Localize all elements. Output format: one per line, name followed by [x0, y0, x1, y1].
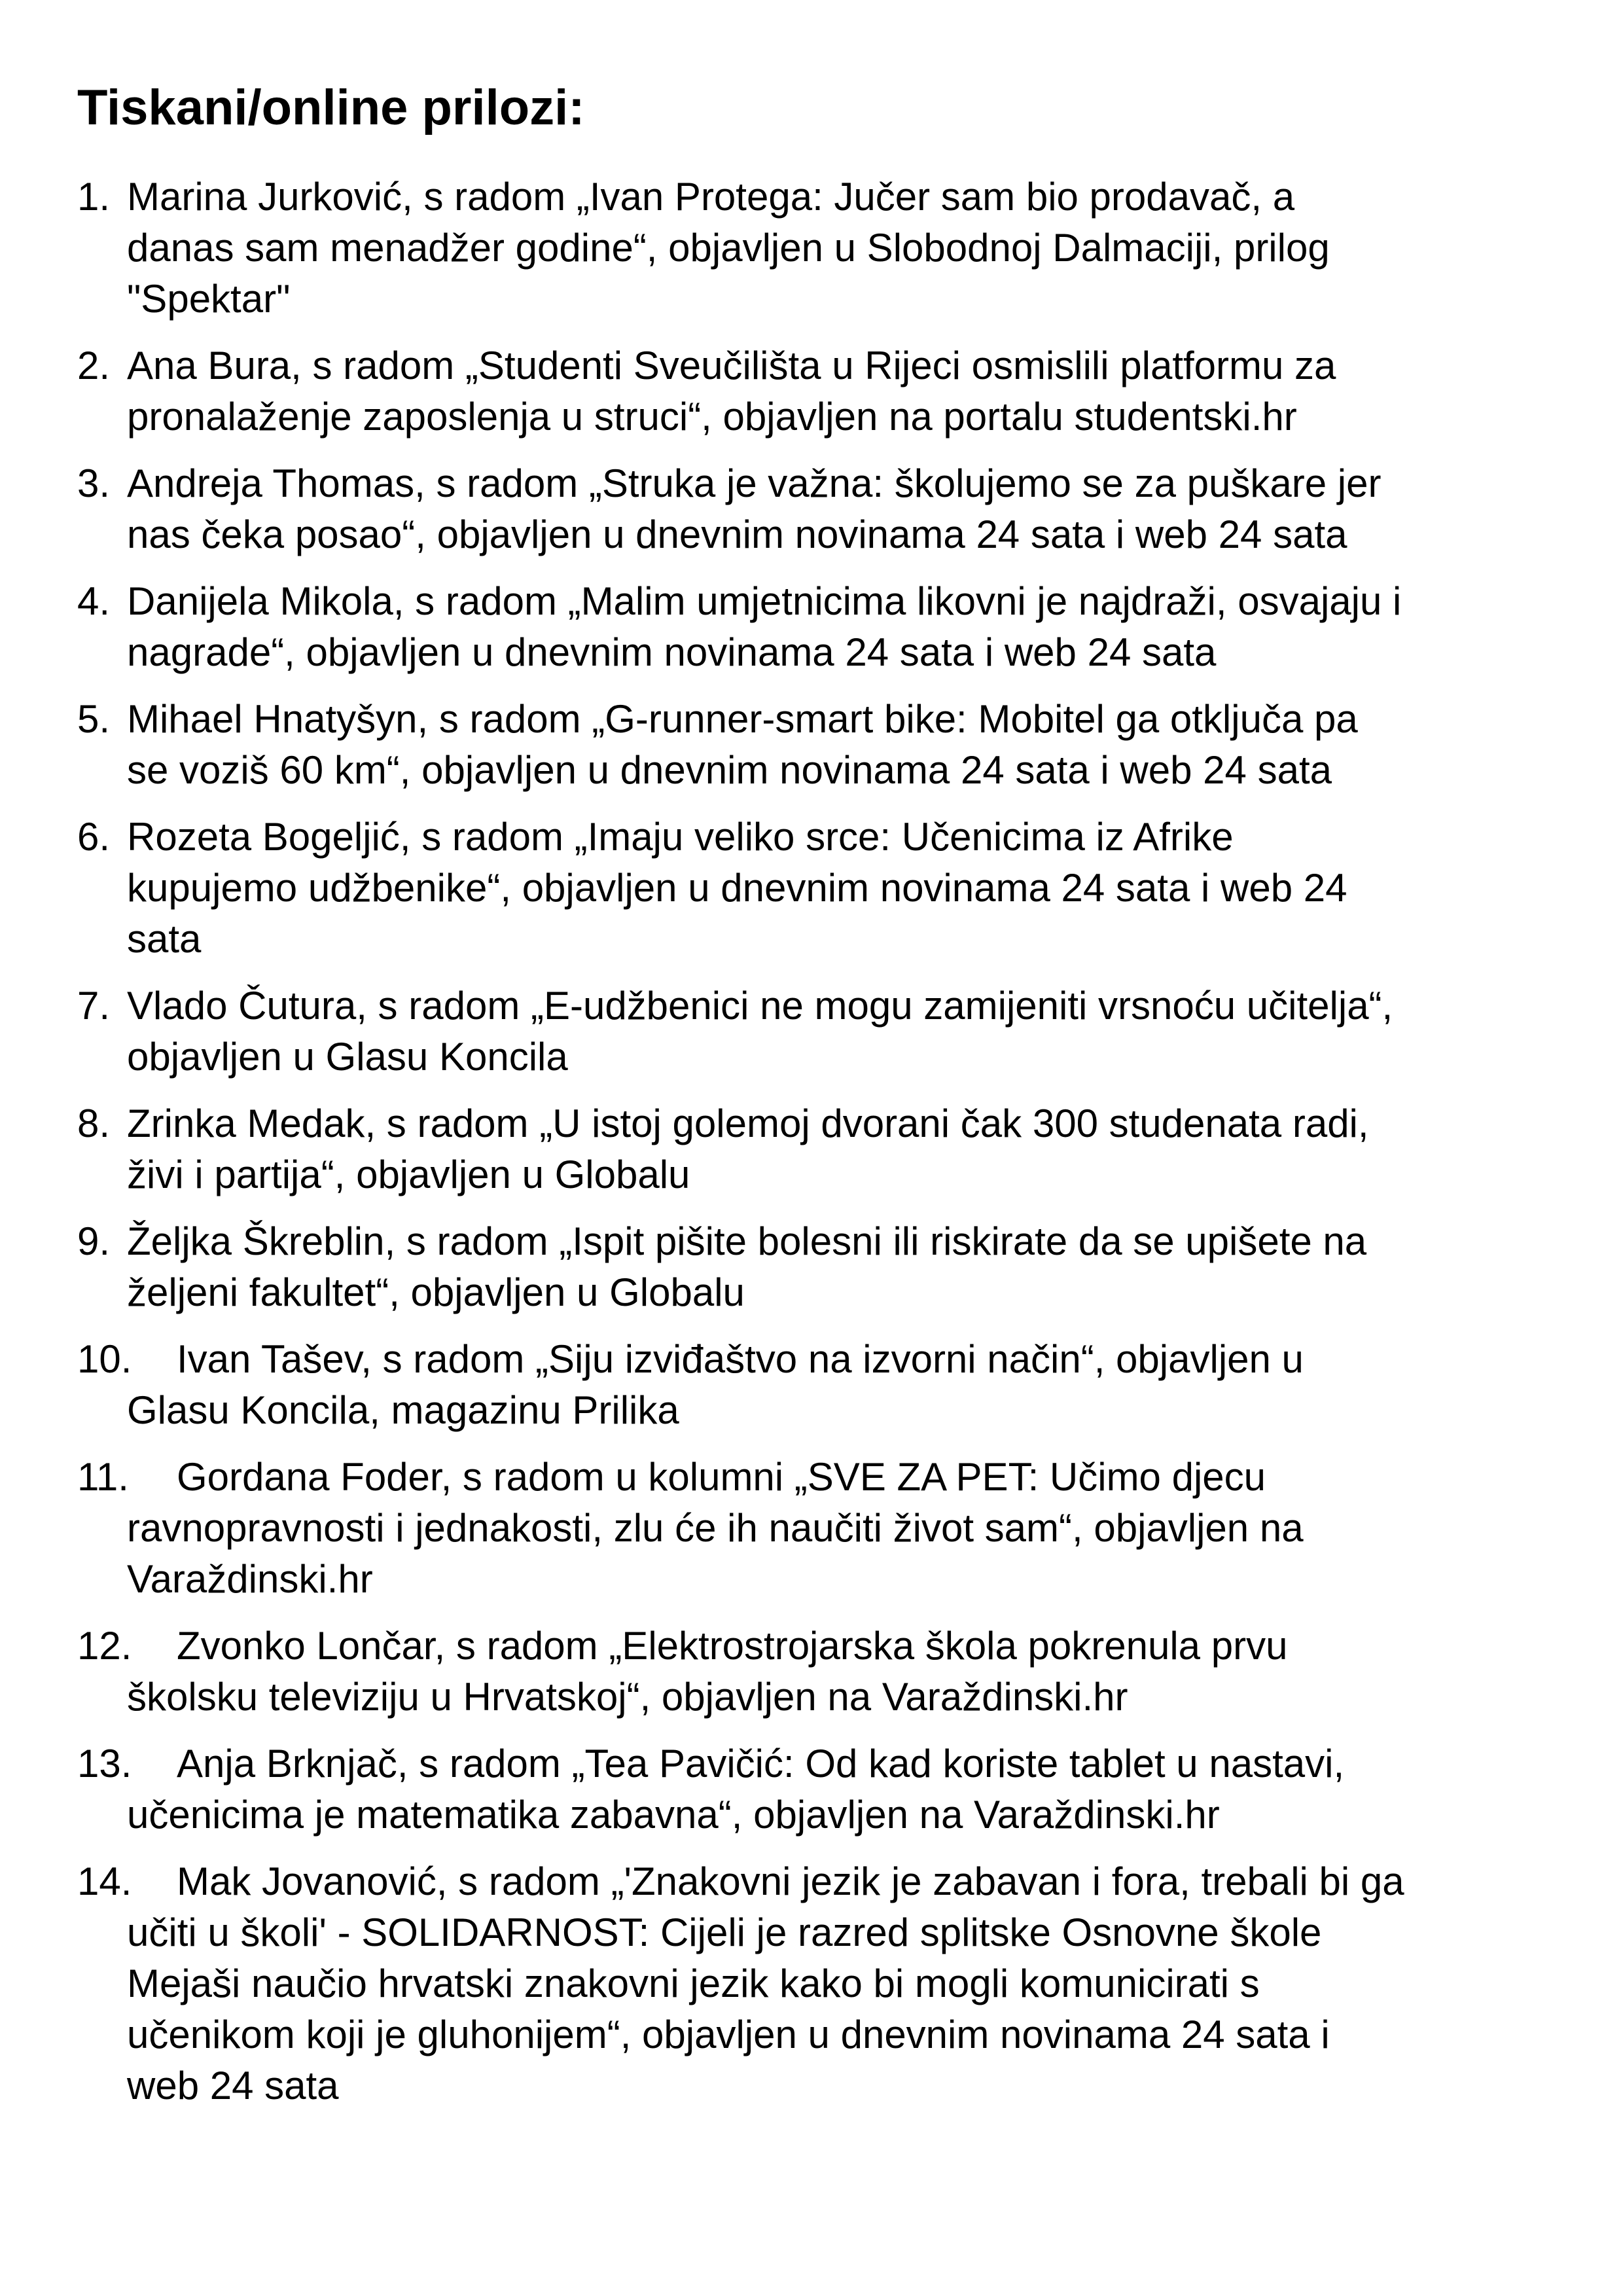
list-item — [77, 812, 1556, 965]
list-item-line: Varaždinski.hr — [127, 1557, 373, 1601]
list-item — [77, 576, 1556, 678]
list-item — [77, 980, 1556, 1083]
list-item-line: Gordana Foder, s radom u kolumni „SVE ZA PET: Učimo djecu — [177, 1455, 1266, 1499]
list-item-line: se voziš 60 km“, objavljen u dnevnim novinama 24 sata i web 24 sata — [127, 748, 1332, 792]
list-item — [77, 694, 1556, 796]
document-heading: Tiskani/online prilozi: — [77, 80, 585, 135]
list-item-line: Zvonko Lončar, s radom „Elektrostrojarska škola pokrenula prvu — [177, 1624, 1288, 1668]
list-item-number: 11. — [77, 1455, 129, 1499]
list-item — [77, 1856, 1556, 2111]
list-item — [77, 1738, 1556, 1840]
list-item-number: 12. — [77, 1624, 132, 1668]
list-item-line: Zrinka Medak, s radom „U istoj golemoj dvorani čak 300 studenata radi, — [127, 1102, 1369, 1145]
list-item — [77, 458, 1556, 560]
list-item-line: Mihael Hnatyšyn, s radom „G-runner-smart bike: Mobitel ga otključa pa — [127, 697, 1358, 741]
list-item-number: 2. — [77, 344, 111, 387]
list-item — [77, 1452, 1556, 1605]
list-item-number: 5. — [77, 697, 111, 741]
list-item-line: danas sam menadžer godine“, objavljen u Slobodnoj Dalmaciji, prilog — [127, 226, 1330, 270]
list-item-line: Željka Škreblin, s radom „Ispit pišite bolesni ili riskirate da se upišete na — [127, 1219, 1367, 1263]
list-item-line: objavljen u Glasu Koncila — [127, 1035, 568, 1079]
list-item-number: 9. — [77, 1219, 111, 1263]
list-item-line: pronalaženje zaposlenja u struci“, objavljen na portalu studentski.hr — [127, 395, 1297, 439]
list-item — [77, 1621, 1556, 1723]
list-item-line: Ana Bura, s radom „Studenti Sveučilišta u Rijeci osmislili platformu za — [127, 344, 1336, 387]
list-item — [77, 1334, 1556, 1436]
list-item-number: 6. — [77, 815, 111, 859]
list-item-line: učenicima je matematika zabavna“, objavljen na Varaždinski.hr — [127, 1793, 1220, 1837]
list-item-line: živi i partija“, objavljen u Globalu — [127, 1153, 690, 1196]
list-item-line: Mejaši naučio hrvatski znakovni jezik kako bi mogli komunicirati s — [127, 1962, 1260, 2005]
list-item-line: učiti u školi' - SOLIDARNOST: Cijeli je razred splitske Osnovne škole — [127, 1910, 1322, 1954]
list-item-number: 4. — [77, 579, 111, 623]
list-item-line: Mak Jovanović, s radom „'Znakovni jezik je zabavan i fora, trebali bi ga — [177, 1859, 1404, 1903]
list-item-line: sata — [127, 917, 202, 961]
list-item-line: ravnopravnosti i jednakosti, zlu će ih naučiti život sam“, objavljen na — [127, 1506, 1304, 1550]
list-item-number: 13. — [77, 1742, 132, 1785]
list-item-line: željeni fakultet“, objavljen u Globalu — [127, 1270, 745, 1314]
list-item-number: 7. — [77, 984, 111, 1028]
list-item-line: Andreja Thomas, s radom „Struka je važna: školujemo se za puškare jer — [127, 461, 1382, 505]
list-item — [77, 1098, 1556, 1200]
list-item-number: 3. — [77, 461, 111, 505]
list-item-number: 1. — [77, 175, 111, 219]
list-item — [77, 340, 1556, 442]
list-item-line: Ivan Tašev, s radom „Siju izviđaštvo na izvorni način“, objavljen u — [177, 1337, 1304, 1381]
list-item-line: "Spektar" — [127, 277, 291, 321]
list-item-line: školsku televiziju u Hrvatskoj“, objavljen na Varaždinski.hr — [127, 1675, 1128, 1719]
list-item-line: Glasu Koncila, magazinu Prilika — [127, 1388, 679, 1432]
contributions-list — [77, 171, 1556, 2127]
list-item-line: web 24 sata — [127, 2064, 339, 2108]
list-item-line: Danijela Mikola, s radom „Malim umjetnicima likovni je najdraži, osvajaju i — [127, 579, 1402, 623]
list-item-number: 14. — [77, 1859, 132, 1903]
list-item-line: Vlado Čutura, s radom „E-udžbenici ne mogu zamijeniti vrsnoću učitelja“, — [127, 984, 1393, 1028]
list-item-line: Rozeta Bogeljić, s radom „Imaju veliko srce: Učenicima iz Afrike — [127, 815, 1234, 859]
list-item-number: 8. — [77, 1102, 111, 1145]
list-item — [77, 171, 1556, 325]
list-item-line: kupujemo udžbenike“, objavljen u dnevnim novinama 24 sata i web 24 — [127, 866, 1347, 910]
list-item-line: Anja Brknjač, s radom „Tea Pavičić: Od kad koriste tablet u nastavi, — [177, 1742, 1345, 1785]
list-item-number: 10. — [77, 1337, 132, 1381]
list-item — [77, 1216, 1556, 1318]
list-item-line: nas čeka posao“, objavljen u dnevnim novinama 24 sata i web 24 sata — [127, 512, 1347, 556]
list-item-line: nagrade“, objavljen u dnevnim novinama 24 sata i web 24 sata — [127, 630, 1217, 674]
list-item-line: učenikom koji je gluhonijem“, objavljen u dnevnim novinama 24 sata i — [127, 2013, 1330, 2056]
list-item-line: Marina Jurković, s radom „Ivan Protega: Jučer sam bio prodavač, a — [127, 175, 1295, 219]
